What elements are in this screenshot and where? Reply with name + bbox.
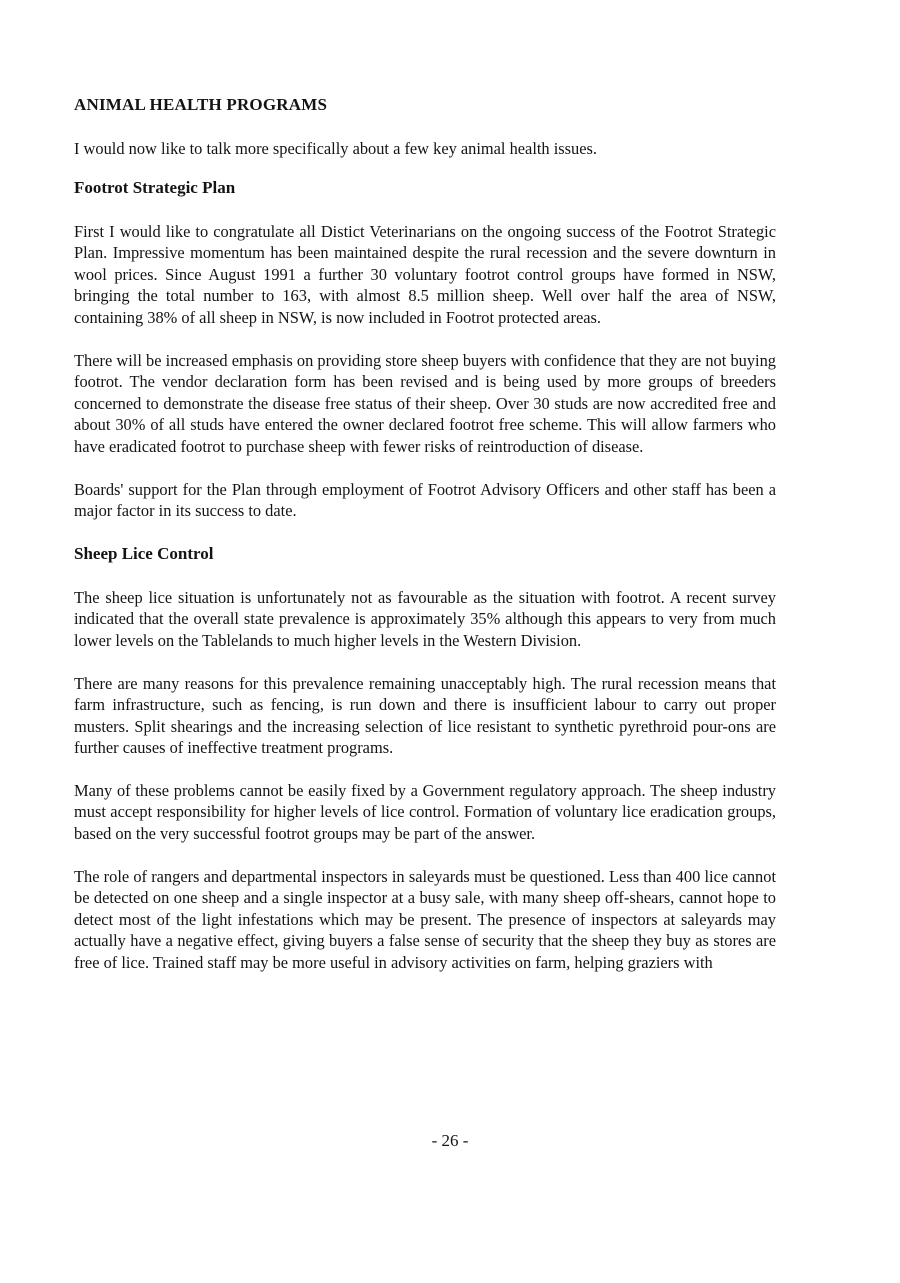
footrot-paragraph-3: Boards' support for the Plan through employment of Footrot Advisory Officers and other staff has been a major factor in its success to date. [74, 479, 776, 521]
intro-paragraph: I would now like to talk more specifically about a few key animal health issues. [74, 139, 597, 158]
section-title: ANIMAL HEALTH PROGRAMS [74, 95, 328, 114]
footrot-heading: Footrot Strategic Plan [74, 177, 236, 197]
lice-paragraph-4: The role of rangers and departmental inspectors in saleyards must be questioned. Less than 400 lice cannot be detected on one sheep and a single inspector at a busy sale, with many sheep off-shears, cannot hope to detect most of the light infestations which may be present. The presence of inspectors at saleyards may actually have a negative effect, giving buyers a false sense of security that the sheep they buy as stores are free of lice. Trained staff may be more useful in advisory activities on farm, helping graziers with [74, 866, 776, 973]
footrot-paragraph-2: There will be increased emphasis on providing store sheep buyers with confidence that they are not buying footrot. The vendor declaration form has been revised and is being used by more groups of breeders concerned to demonstrate the disease free status of their sheep. Over 30 studs are now accredited free and about 30% of all studs have entered the owner declared footrot free scheme. This will allow farmers who have eradicated footrot to purchase sheep with fewer risks of reintroduction of disease. [74, 350, 776, 456]
lice-paragraph-1: The sheep lice situation is unfortunately not as favourable as the situation with footrot. A recent survey indicated that the overall state prevalence is approximately 35% although this appears to very from much lower levels on the Tablelands to much higher levels in the Western Division. [74, 587, 776, 650]
document-page [74, 94, 776, 995]
lice-paragraph-3: Many of these problems cannot be easily fixed by a Government regulatory approach. The sheep industry must accept responsibility for higher levels of lice control. Formation of voluntary lice eradication groups, based on the very successful footrot groups may be part of the answer. [74, 780, 776, 844]
lice-heading: Sheep Lice Control [74, 543, 214, 563]
lice-paragraph-2: There are many reasons for this prevalence remaining unacceptably high. The rural recession means that farm infrastructure, such as fencing, is run down and there is insufficient labour to carry out proper musters. Split shearings and the increasing selection of lice resistant to synthetic pyrethroid pour-ons are further causes of ineffective treatment programs. [74, 673, 776, 758]
footrot-paragraph-1: First I would like to congratulate all Distict Veterinarians on the ongoing success of the Footrot Strategic Plan. Impressive momentum has been maintained despite the rural recession and the severe downturn in wool prices. Since August 1991 a further 30 voluntary footrot control groups have formed in NSW, bringing the total number to 163, with almost 8.5 million sheep. Well over half the area of NSW, containing 38% of all sheep in NSW, is now included in Footrot protected areas. [74, 221, 776, 327]
page-number: - 26 - [431, 1131, 469, 1150]
